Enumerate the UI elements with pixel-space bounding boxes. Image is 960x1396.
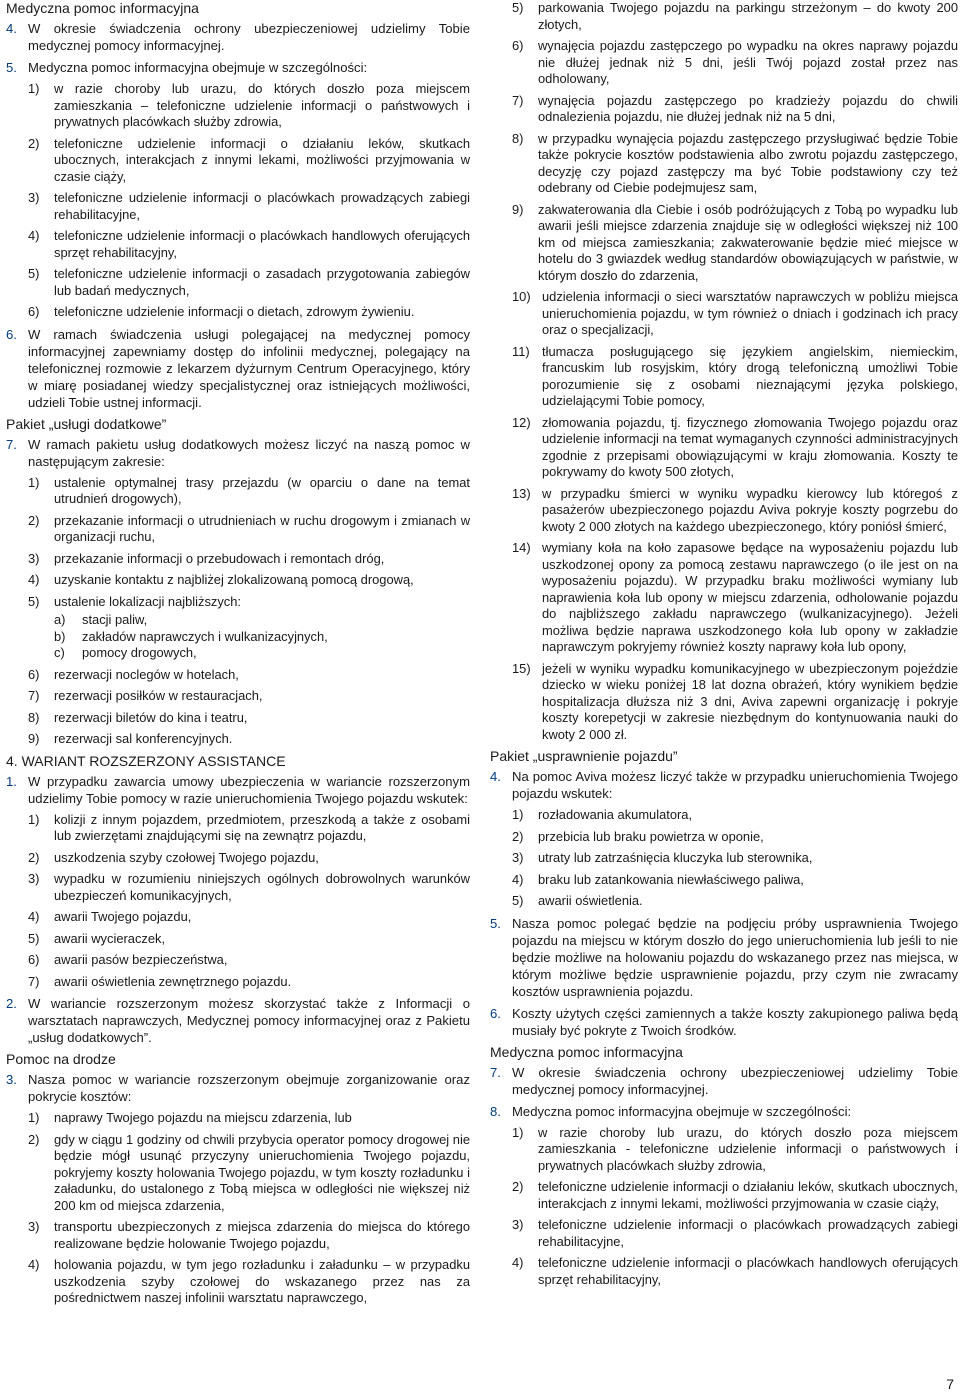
item-number: 10) [512,289,531,304]
item-number: 4) [28,1257,40,1272]
item-number: 6) [28,304,40,319]
list-item [490,807,958,824]
item-text: przekazanie informacji o przebudowach i remontach dróg, [54,550,385,566]
item-number: 4) [512,871,524,887]
list-item [6,1219,470,1252]
item-number: 5) [512,0,524,15]
sub-item [54,612,470,629]
list-item [6,594,470,662]
list-item [490,829,958,846]
list-item [6,952,470,969]
item-text: kolizji z innym pojazdem, przedmiotem, przeszkodą a także z osobami lub zwierzętami znajdującymi się na zewnątrz pojazdu, [54,811,470,843]
item-number: 5) [512,893,524,908]
item-number: 2) [512,1179,524,1194]
list-item [6,228,470,261]
item-text: awarii Twojego pojazdu, [54,909,192,924]
item-list [6,81,470,321]
list-item [490,486,958,536]
paragraph-number: 4. [490,769,501,784]
list-item [490,893,958,910]
numbered-paragraph [490,1005,958,1039]
list-item [490,850,958,867]
section-heading: Pakiet „usługi dodatkowe” [6,415,167,432]
item-number: 2) [28,135,40,151]
item-number: 6) [28,666,40,682]
item-list [6,1110,470,1307]
item-number: 7) [28,688,40,703]
numbered-paragraph [6,436,470,470]
list-item [490,872,958,889]
numbered-paragraph [6,20,470,54]
paragraph-number: 6. [490,1005,501,1021]
item-number: 11) [512,343,530,359]
list-item [490,1125,958,1175]
left-column [6,0,470,1312]
item-text: uzyskanie kontaktu z najbliżej zlokalizowaną pomocą drogową, [54,572,414,587]
list-item [6,1132,470,1215]
paragraph-text: W przypadku zawarcia umowy ubezpieczenia w wariancie rozszerzonym udzielimy Tobie pomocy w razie unieruchomienia Twojego pojazdu wskutek: [28,773,470,806]
list-item [6,731,470,748]
list-item [6,190,470,223]
item-text: w przypadku śmierci w wyniku wypadku kierowcy lub któregoś z pasażerów ubezpieczonego pojazdu Aviva pokryje koszty pogrzebu do kwoty 2 000 złotych na każdego ubezpieczonego, który poniósł śmierć, [542,485,958,534]
section-heading: Medyczna pomoc informacyjna [6,0,199,16]
list-item [6,1110,470,1127]
item-text: złomowania pojazdu, tj. fizycznego złomowania Twojego pojazdu oraz udzielenie informacji na temat wymaganych czynności administracyjnych zgodnie z przepisami obowiązującymi w kraju złomowania. Koszty te pokrywamy do kwoty 500 złotych, [542,414,958,479]
item-text: parkowania Twojego pojazdu na parkingu strzeżonym – do kwoty 200 złotych, [538,0,958,32]
item-text: wypadku w rozumieniu niniejszych ogólnych dobrowolnych warunków ubezpieczeń komunikacyjnych, [54,871,470,903]
item-number: 13) [512,485,531,501]
list-item [490,0,958,33]
list-item [6,974,470,991]
paragraph-number: 2. [6,996,17,1011]
item-number: 1) [512,1124,524,1140]
item-list [490,0,958,743]
item-text: ustalenie optymalnej trasy przejazdu (w oparciu o dane na temat utrudnień drogowych), [54,474,470,506]
item-text: rezerwacji sal konferencyjnych. [54,731,233,746]
numbered-paragraph [490,1103,958,1120]
sub-item-letter: c) [54,645,65,660]
item-text: rezerwacji posiłków w restauracjach, [54,688,263,703]
item-text: telefoniczne udzielenie informacji o działaniu leków, skutkach ubocznych, interakcjach z innymi lekami, możliwości przyjmowania w czasie ciąży, [538,1179,958,1211]
numbered-paragraph [490,915,958,1000]
item-number: 2) [28,512,40,528]
paragraph-text: W okresie świadczenia ochrony ubezpieczeniowej udzielimy Tobie medycznej pomocy informacyjnej. [28,21,470,53]
paragraph-number: 7. [490,1064,501,1080]
list-item [6,304,470,321]
paragraph-number: 1. [6,773,17,789]
list-item [6,688,470,705]
item-number: 1) [28,474,40,490]
item-number: 9) [28,731,40,746]
item-text: awarii oświetlenia zewnętrznego pojazdu. [54,973,292,989]
numbered-paragraph [6,59,470,76]
item-number: 8) [512,130,524,146]
list-item [490,661,958,744]
list-item [490,1217,958,1250]
item-text: utraty lub zatrzaśnięcia kluczyka lub sterownika, [538,850,813,865]
item-text: uszkodzenia szyby czołowej Twojego pojazdu, [54,849,319,865]
paragraph-number: 4. [6,21,17,36]
item-number: 3) [28,871,40,886]
item-number: 4) [28,909,40,924]
section-heading: Pakiet „usprawnienie pojazdu” [490,748,678,764]
list-item [490,131,958,197]
paragraph-text: W ramach pakietu usług dodatkowych możesz liczyć na naszą pomoc w następującym zakresie: [28,436,470,469]
item-text: rozładowania akumulatora, [538,807,693,822]
paragraph-number: 5. [490,915,501,931]
item-number: 5) [28,930,40,946]
item-text: w razie choroby lub urazu, do których doszło poza miejscem zamieszkania – telefoniczne udzielenie informacji o państwowych i prywatnych placówkach służby zdrowia, [54,81,470,129]
item-number: 1) [28,81,40,96]
numbered-paragraph [490,768,958,802]
item-number: 14) [512,540,531,555]
item-list [490,1125,958,1289]
item-text: telefoniczne udzielenie informacji o placówkach prowadzących zabiegi rehabilitacyjne, [538,1217,958,1249]
sub-item-letter: a) [54,612,66,627]
list-item [6,812,470,845]
list-item [6,551,470,568]
item-number: 2) [512,828,524,844]
numbered-paragraph [6,1071,470,1105]
item-number: 3) [512,850,524,865]
item-number: 1) [512,807,524,822]
item-text: w razie choroby lub urazu, do których doszło poza miejscem zamieszkania - telefoniczne udzielenie informacji o państwowych i prywatnych placówkach służby zdrowia, [538,1124,958,1173]
item-text: awarii oświetlenia. [538,893,643,908]
item-text: rezerwacji noclegów w hotelach, [54,666,239,682]
item-text: telefoniczne udzielenie informacji o zasadach przygotowania zabiegów lub badań medycznych, [54,266,470,298]
item-text: wynajęcia pojazdu zastępczego po kradzieży pojazdu do chwili odnalezienia pojazdu, nie dłużej jednak niż na 5 dni, [538,92,958,124]
list-item [490,540,958,656]
paragraph-number: 6. [6,326,17,342]
item-number: 9) [512,201,524,217]
item-text: telefoniczne udzielenie informacji o działaniu leków, skutkach ubocznych, interakcjach z innymi lekami, możliwości przyjmowania w czasie ciąży, [54,135,470,184]
item-text: awarii pasów bezpieczeństwa, [54,952,228,967]
paragraph-text: Nasza pomoc polegać będzie na podjęciu próby usprawnienia Twojego pojazdu na miejscu w którym doszło do jego unieruchomienia lub jeśli to nie będzie możliwe na holowaniu pojazdu do wskazanego przez nas miejsca, w którym możliwe będzie usprawnienie pojazdu, przy czym nie zwracamy kosztów usprawnienia pojazdu. [512,915,958,999]
sub-item [54,645,470,662]
paragraph-text: W ramach świadczenia usługi polegającej na medycznej pomocy informacyjnej zapewniamy dostęp do infolinii medycznej, polegający na telefonicznej rozmowie z lekarzem dyżurnym Centrum Operacyjnego, który w miarę posiadanej wiedzy specjalistycznej oraz istniejących możliwości, udzieli Tobie ustnej informacji. [28,326,470,410]
item-number: 4) [28,228,40,243]
paragraph-text: W okresie świadczenia ochrony ubezpieczeniowej udzielimy Tobie medycznej pomocy informacyjnej. [512,1064,958,1097]
item-text: naprawy Twojego pojazdu na miejscu zdarzenia, lub [54,1110,352,1125]
item-text: braku lub zatankowania niewłaściwego paliwa, [538,871,804,887]
list-item [6,475,470,508]
list-item [6,81,470,131]
item-text: przekazanie informacji o utrudnieniach w ruchu drogowym i zmianach w organizacji ruchu, [54,512,470,544]
paragraph-text: Medyczna pomoc informacyjna obejmuje w szczególności: [512,1103,852,1119]
list-item [6,136,470,186]
list-item [6,266,470,299]
section-heading: 4. WARIANT ROZSZERZONY ASSISTANCE [6,752,286,769]
item-text: rezerwacji biletów do kina i teatru, [54,709,248,725]
item-text: telefoniczne udzielenie informacji o placówkach handlowych oferujących sprzęt rehabilitacyjny, [54,228,470,260]
item-number: 6) [28,952,40,967]
numbered-paragraph [6,995,470,1046]
list-item [6,931,470,948]
item-number: 8) [28,709,40,725]
item-text: udzielenia informacji o sieci warsztatów naprawczych w pobliżu miejsca unieruchomienia pojazdu, w tym również o dniach i godzinach ich pracy oraz o specjalizacji, [542,289,958,337]
sub-item-text: zakładów naprawczych i wulkanizacyjnych, [82,628,328,644]
item-number: 3) [28,190,40,205]
item-number: 2) [28,849,40,865]
paragraph-text: Na pomoc Aviva możesz liczyć także w przypadku unieruchomienia Twojego pojazdu wskutek: [512,769,958,801]
paragraph-text: Nasza pomoc w wariancie rozszerzonym obejmuje zorganizowanie oraz pokrycie kosztów: [28,1072,470,1104]
list-item [6,667,470,684]
sub-item-text: stacji paliw, [82,612,148,627]
sub-item-letter: b) [54,628,66,644]
item-number: 15) [512,660,531,676]
item-text: telefoniczne udzielenie informacji o dietach, zdrowym żywieniu. [54,304,415,319]
item-number: 1) [28,1110,40,1125]
item-list [490,807,958,910]
item-number: 5) [28,266,40,281]
list-item [490,38,958,88]
paragraph-number: 7. [6,436,17,452]
paragraph-number: 3. [6,1072,17,1087]
item-text: ustalenie lokalizacji najbliższych: [54,593,242,609]
paragraph-text: W wariancie rozszerzonym możesz skorzystać także z Informacji o warsztatach naprawczych, Medycznej pomocy informacyjnej oraz z Pakietu „usług dodatkowych”. [28,996,470,1045]
item-number: 4) [512,1255,524,1270]
item-text: telefoniczne udzielenie informacji o placówkach handlowych oferujących sprzęt rehabilitacyjny, [538,1255,958,1287]
item-text: tłumacza posługującego się językiem angielskim, niemieckim, francuskim lub rosyjskim, który drogą telefoniczną umożliwi Tobie porozumienie się z osobami nieznającymi języka polskiego, udzielającymi Tobie pomocy, [542,343,958,408]
item-text: wynajęcia pojazdu zastępczego po wypadku na okres naprawy pojazdu nie dłużej jednak niż 5 dni, jeśli Twój pojazd został przez nas odholowany, [538,38,958,86]
item-number: 3) [512,1217,524,1232]
paragraph-text: Medyczna pomoc informacyjna obejmuje w szczególności: [28,60,368,75]
list-item [490,93,958,126]
numbered-paragraph [490,1064,958,1098]
item-text: holowania pojazdu, w tym jego rozładunku i załadunku – w przypadku uszkodzenia szyby czołowej do wskazanego przez nas za pośrednictwem naszej infolinii warsztatu naprawczego, [54,1257,470,1305]
list-item [490,202,958,285]
paragraph-number: 8. [490,1103,501,1119]
list-item [6,871,470,904]
list-item [6,1257,470,1307]
item-text: zakwaterowania dla Ciebie i osób podróżujących z Tobą po wypadku lub awarii jeśli miejsce zdarzenia znajduje się w odległości większej niż 100 km od miejsca zamieszkania; zakwaterowanie będzie mieć miejsce w hotelu do 3 gwiazdek według standardów obowiązujących w państwie, w którym doszło do zdarzenia, [538,201,958,283]
list-item [490,1179,958,1212]
item-text: w przypadku wynajęcia pojazdu zastępczego przysługiwać będzie Tobie także pokrycie kosztów podstawienia albo zwrotu pojazdu zastępczego, decyzję czy pojazd zastępczy ma być Tobie podstawiony czy też odebrany od Ciebie podejmujesz sam, [538,130,958,195]
section-heading: Pomoc na drodze [6,1051,116,1067]
numbered-paragraph [6,326,470,411]
list-item [6,572,470,589]
item-number: 12) [512,414,531,430]
list-item [490,415,958,481]
sub-item-text: pomocy drogowych, [82,645,197,660]
right-column [490,0,958,1293]
numbered-paragraph [6,773,470,807]
item-text: telefoniczne udzielenie informacji o placówkach prowadzących zabiegi rehabilitacyjne, [54,190,470,222]
sub-item [54,629,470,646]
page-number: 7 [946,1376,954,1392]
list-item [6,710,470,727]
item-text: transportu ubezpieczonych z miejsca zdarzenia do miejsca do którego realizowane będzie holowanie Twojego pojazdu, [54,1219,470,1251]
item-text: awarii wycieraczek, [54,930,166,946]
item-number: 5) [28,593,40,609]
item-number: 6) [512,38,524,53]
item-list [6,475,470,748]
item-text: jeżeli w wyniku wypadku komunikacyjnego w ubezpieczonym pojeździe dziecko w wieku poniżej 18 lat dozna obrażeń, który wynikiem będzie hospitalizacja dłuższa niż 3 dni, Aviva zapewni organizację i pokryje koszty korepetycji w zakresie niezbędnym do kontynuowania nauki do kwoty 2 000 zł. [542,660,958,742]
item-text: gdy w ciągu 1 godziny od chwili przybycia operator pomocy drogowej nie będzie mógł usunąć przyczyny unieruchomienia Twojego pojazdu, pokryjemy koszty holowania Twojego pojazdu, w tym koszty rozładunku i załadunku, do ustalonego z Tobą miejsca w odległości nie większej niż 200 km od miejsca zdarzenia, [54,1131,470,1213]
item-number: 7) [512,92,524,108]
list-item [6,850,470,867]
item-text: wymiany koła na koło zapasowe będące na wyposażeniu pojazdu lub uszkodzonej opony za pomocą zestawu naprawczego (o ile jest on na wyposażeniu pojazdu). W przypadku braku możliwości wymiany lub naprawienia koła lub opony w miejscu zdarzenia, odholowanie pojazdu do najbliższego zakładu naprawczego (wulkanizacyjnego). Jeżeli możliwa będzie naprawa uszkodzonego koła lub opony w zakładzie naprawczym pokryjemy również koszty naprawy koła lub opony, [542,540,958,654]
section-heading: Medyczna pomoc informacyjna [490,1043,683,1060]
list-item [490,344,958,410]
item-number: 4) [28,572,40,587]
sub-item-list [54,612,470,662]
item-number: 3) [28,550,40,566]
list-item [6,513,470,546]
item-list [6,812,470,991]
item-number: 3) [28,1219,40,1234]
item-number: 7) [28,973,40,989]
item-number: 2) [28,1131,40,1147]
list-item [6,909,470,926]
paragraph-number: 5. [6,60,17,75]
paragraph-text: Koszty użytych części zamiennych a także koszty zakupionego paliwa będą musiały być pokryte z Twoich środków. [512,1005,958,1038]
list-item [490,1255,958,1288]
item-number: 1) [28,811,40,827]
list-item [490,289,958,339]
item-text: przebicia lub braku powietrza w oponie, [538,828,764,844]
